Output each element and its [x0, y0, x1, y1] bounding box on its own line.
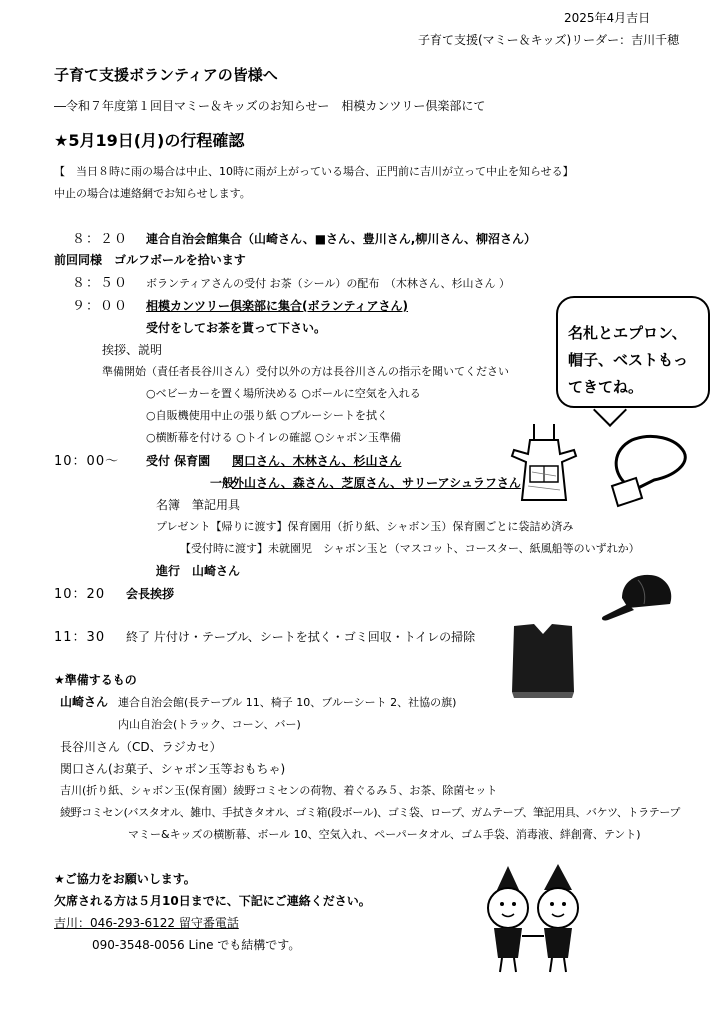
- issue-date: 2025年4月吉日: [564, 11, 651, 25]
- page-subtitle: ―令和７年度第１回目マミー＆キッズのお知らせー 相模カンツリー倶楽部にて: [54, 99, 486, 113]
- contact-phone: 吉川：046-293-6122 留守番電話: [54, 916, 239, 930]
- bubble-line: てきてね。: [568, 378, 644, 396]
- time-1000: 10：00～: [54, 454, 120, 469]
- bubble-line: 名札とエプロン、: [568, 324, 687, 342]
- cancel-notice: 中止の場合は連絡網でお知らせします。: [54, 187, 251, 200]
- yoshikawa-items: 吉川(折り紙、シャボン玉(保育園）綾野コミセンの荷物、着ぐるみ５、お茶、除菌セット: [60, 784, 498, 797]
- present-note: プレゼント【帰りに渡す】保育園用（折り紙、シャボン玉）保育園ごとに袋詰め済み: [156, 520, 574, 533]
- venue-gather: 相模カンツリー倶楽部に集合(ボランティアさん): [146, 299, 409, 313]
- prep-heading: ★準備するもの: [54, 673, 137, 687]
- register-items: 名簿 筆記用具: [156, 498, 241, 512]
- reception-names: 関口さん、木林さん、杉山さん: [232, 454, 402, 468]
- reception-text: ボランティアさんの受付 お茶（シール）の配布 （木林さん、杉山さん ）: [146, 277, 511, 290]
- ayano-items-cont: マミー&キッズの横断幕、ボール 10、空気入れ、ペーパータオル、ゴム手袋、消毒液、絆創膏、テント): [128, 828, 641, 841]
- yamazaki-items: 連合自治会館(長テーブル 11、椅子 10、ブルーシート 2、社協の旗): [118, 696, 457, 709]
- vest-icon: [508, 620, 578, 700]
- previous-note: 前回同様 ゴルフボールを拾います: [54, 253, 246, 267]
- yamazaki-label: 山崎さん: [60, 695, 109, 709]
- end-text: 終了 片付け・テーブル、シートを拭く・ゴミ回収・トイレの掃除: [126, 630, 476, 644]
- bubble-line: 帽子、ベストもっ: [568, 351, 689, 369]
- task-line: ○横断幕を付ける ○トイレの確認 ○シャボン玉準備: [146, 431, 402, 444]
- president-greeting: 会長挨拶: [126, 587, 175, 601]
- uchiyama-items: 内山自治会(トラック、コーン、バー): [118, 718, 301, 731]
- apron-icon: [508, 420, 580, 506]
- schedule-heading: ★5月19日(月)の行程確認: [54, 131, 245, 150]
- cooperation-request: ★ご協力をお願いします。: [54, 872, 196, 886]
- time-1020: 10：20: [54, 587, 106, 602]
- time-0900: ９：００: [72, 299, 129, 314]
- time-0850: ８：５０: [72, 276, 129, 291]
- task-line: ○ベビーカーを置く場所決める ○ボールに空気を入れる: [146, 387, 421, 400]
- cap-icon: [598, 568, 678, 624]
- task-line: ○自販機使用中止の張り紙 ○ブルーシートを拭く: [146, 409, 389, 422]
- contact-mobile: 090-3548-0056 Line でも結構です。: [92, 938, 301, 952]
- mascot-kids-icon: [478, 856, 598, 976]
- ayano-items: 綾野コミセン(バスタオル、雑巾、手拭きタオル、ゴミ箱(段ボール)、ゴミ袋、ロープ、ガムテープ、筆記用具、バケツ、トラテープ: [60, 806, 680, 819]
- time-1130: 11：30: [54, 630, 106, 645]
- reception-gift: 【受付時に渡す】未就園児 シャボン玉と（マスコット、コースター、紙風船等のいずれか）: [180, 542, 640, 555]
- general-names: 外山さん、森さん、芝原さん、サリーアシュラフさん: [232, 476, 521, 490]
- reception-label: 受付 保育園: [146, 454, 211, 468]
- time-0820: ８：２０: [72, 232, 129, 247]
- hasegawa-items: 長谷川さん（CD、ラジカセ）: [60, 740, 222, 754]
- general-label: 一般: [210, 476, 235, 490]
- rain-notice: 【 当日８時に雨の場合は中止、10時に雨が上がっている場合、正門前に吉川が立って中止を知らせる】: [54, 165, 574, 178]
- sekiguchi-items: 関口さん(お菓子、シャボン玉等おもちゃ): [60, 762, 286, 776]
- author-line: 子育て支援(マミー＆キッズ)リーダー：吉川千穂: [418, 33, 680, 47]
- gather-text: 連合自治会館集合（山崎さん、■さん、豊川さん,柳川さん、柳沼さん）: [146, 232, 537, 246]
- venue-sub: 受付をしてお茶を貰って下さい。: [146, 321, 327, 335]
- greeting: 挨拶、説明: [102, 343, 163, 357]
- host-note: 進行 山崎さん: [156, 564, 241, 578]
- page-title: 子育て支援ボランティアの皆様へ: [54, 66, 278, 84]
- prep-start: 準備開始（責任者長谷川さん）受付以外の方は長谷川さんの指示を聞いてください: [102, 365, 509, 378]
- name-tag-icon: [604, 432, 692, 512]
- absence-notice: 欠席される方は５月10日までに、下記にご連絡ください。: [54, 894, 371, 908]
